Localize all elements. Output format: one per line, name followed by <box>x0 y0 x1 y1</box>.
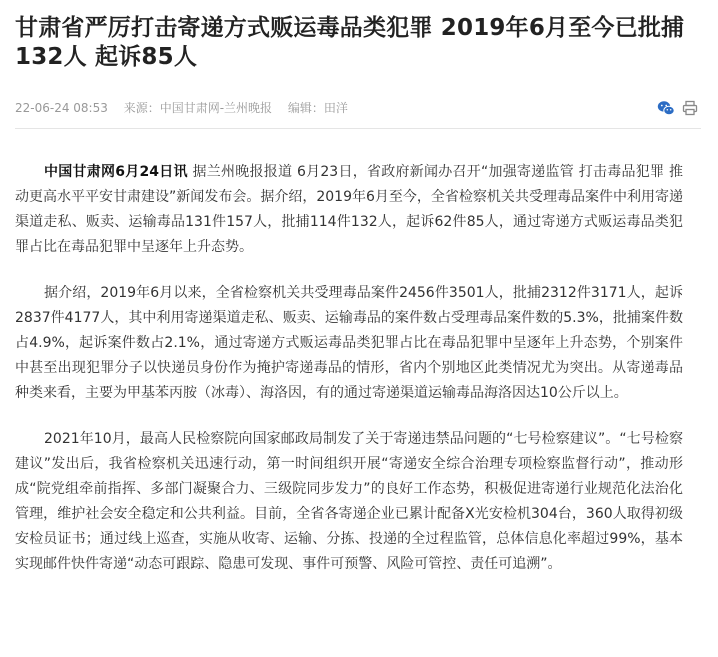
paragraph-1 <box>15 160 683 260</box>
article-source: 来源：中国甘肃网-兰州晚报 <box>123 101 273 115</box>
paragraph-3: 2021年10月，最高人民检察院向国家邮政局制发了关于寄递违禁品问题的“七号检察建议”。“七号检察建议”发出后，我省检察机关迅速行动，第一时间组织开展“寄递安全综合治理专项检察监督行动”，推动形成“院党组牵前指挥、多部门凝聚合力、三级院同步发力”的良好工作态势，积极促进寄递行业规范化法治化管理，维护社会安全稳定和公共利益。目前，全省各寄递企业已累计配备X光安检机304台，360人取得初级安检员证书；通过线上巡查，实施从收寄、运输、分拣、投递的全过程监管，总体信息化率超过99%，基本实现邮件快件寄递“动态可跟踪、隐患可发现、事件可预警、风险可管控、责任可追溯”。 <box>15 431 683 572</box>
paragraph-1-text: 据兰州晚报报道 6月23日，省政府新闻办召开“加强寄递监管 打击毒品犯罪 推动更高水平平安甘肃建设”新闻发布会。据介绍，2019年6月至今，全省检察机关共受理毒品案件中利用寄递渠道走私、贩卖、运输毒品131件157人，批捕114件132人，起诉62件85人，通过寄递方式贩运毒品类犯罪占比在毒品犯罪中呈逐年上升态势。 <box>15 164 683 255</box>
publish-datetime: 22-06-24 08:53 <box>15 101 108 115</box>
meta-divider <box>15 128 701 129</box>
share-tools <box>657 97 699 119</box>
dateline: 中国甘肃网6月24日讯 <box>44 164 188 180</box>
print-icon[interactable] <box>681 99 699 117</box>
article-meta <box>15 97 701 119</box>
page-title: 甘肃省严厉打击寄递方式贩运毒品类犯罪 2019年6月至今已批捕132人 起诉85人 <box>15 15 685 70</box>
wechat-icon[interactable] <box>657 99 675 117</box>
article-editor: 编辑：田洋 <box>287 101 348 115</box>
paragraph-2: 据介绍，2019年6月以来，全省检察机关共受理毒品案件2456件3501人，批捕2312件3171人，起诉2837件4177人，其中利用寄递渠道走私、贩卖、运输毒品的案件数占受理毒品案件数的5.3%，批捕案件数占4.9%，起诉案件数占2.1%，通过寄递方式贩运毒品类犯罪占比在毒品犯罪中呈逐年上升态势，个别案件中甚至出现犯罪分子以快递员身份作为掩护寄递毒品的情形，省内个别地区此类情况尤为突出。从寄递毒品种类来看，主要为甲基苯丙胺（冰毒）、海洛因，有的通过寄递渠道运输毒品海洛因达10公斤以上。 <box>15 285 683 401</box>
article-body <box>15 160 683 598</box>
